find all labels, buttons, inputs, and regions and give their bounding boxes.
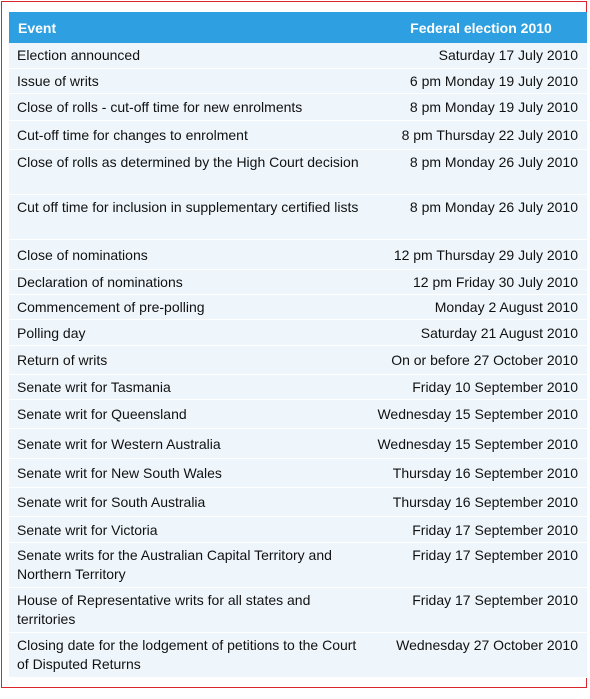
event-cell: Closing date for the lodgement of petitions to the Court of Disputed Returns <box>9 632 364 677</box>
date-cell: 12 pm Friday 30 July 2010 <box>364 269 587 294</box>
table-row <box>9 345 587 374</box>
table-row <box>9 194 587 239</box>
event-cell: Return of writs <box>9 345 364 374</box>
column-header-event: Event <box>9 12 364 43</box>
table-row <box>9 294 587 319</box>
date-cell: Wednesday 27 October 2010 <box>364 632 587 677</box>
table-row <box>9 542 587 587</box>
table-row <box>9 68 587 93</box>
event-cell: Cut off time for inclusion in supplementary certified lists <box>9 194 364 239</box>
date-cell: On or before 27 October 2010 <box>364 345 587 374</box>
date-cell: 8 pm Monday 26 July 2010 <box>364 149 587 194</box>
date-cell: Friday 10 September 2010 <box>364 374 587 399</box>
event-cell: Declaration of nominations <box>9 269 364 294</box>
table-row <box>9 120 587 149</box>
event-cell: Close of rolls as determined by the High Court decision <box>9 149 364 194</box>
event-cell: Cut-off time for changes to enrolment <box>9 120 364 149</box>
event-cell: Polling day <box>9 319 364 345</box>
event-cell: Close of nominations <box>9 239 364 269</box>
event-cell: Senate writ for South Australia <box>9 487 364 516</box>
event-cell: Senate writ for Queensland <box>9 399 364 428</box>
table-row <box>9 239 587 269</box>
date-cell: Thursday 16 September 2010 <box>364 458 587 487</box>
date-cell: 6 pm Monday 19 July 2010 <box>364 68 587 93</box>
date-cell: Friday 17 September 2010 <box>364 516 587 542</box>
table-row <box>9 428 587 458</box>
date-cell: 12 pm Thursday 29 July 2010 <box>364 239 587 269</box>
table-row <box>9 319 587 345</box>
date-cell: Friday 17 September 2010 <box>364 587 587 632</box>
table-row <box>9 43 587 68</box>
table-row <box>9 587 587 632</box>
date-cell: Monday 2 August 2010 <box>364 294 587 319</box>
date-cell: 8 pm Monday 26 July 2010 <box>364 194 587 239</box>
event-cell: Issue of writs <box>9 68 364 93</box>
event-cell: Senate writ for Western Australia <box>9 428 364 458</box>
event-cell: Commencement of pre-polling <box>9 294 364 319</box>
event-cell: Senate writ for New South Wales <box>9 458 364 487</box>
date-cell: Wednesday 15 September 2010 <box>364 399 587 428</box>
election-timetable <box>9 12 587 678</box>
table-header-row <box>9 12 587 43</box>
table-row <box>9 632 587 677</box>
date-cell: Friday 17 September 2010 <box>364 542 587 587</box>
event-cell: Close of rolls - cut-off time for new enrolments <box>9 93 364 120</box>
date-cell: Saturday 21 August 2010 <box>364 319 587 345</box>
event-cell: House of Representative writs for all states and territories <box>9 587 364 632</box>
column-header-federal-election-2010: Federal election 2010 <box>364 12 587 43</box>
date-cell: Saturday 17 July 2010 <box>364 43 587 68</box>
event-cell: Senate writ for Victoria <box>9 516 364 542</box>
date-cell: Wednesday 15 September 2010 <box>364 428 587 458</box>
table-row <box>9 374 587 399</box>
date-cell: Thursday 16 September 2010 <box>364 487 587 516</box>
table-row <box>9 399 587 428</box>
date-cell: 8 pm Thursday 22 July 2010 <box>364 120 587 149</box>
table-row <box>9 269 587 294</box>
event-cell: Election announced <box>9 43 364 68</box>
event-cell: Senate writs for the Australian Capital Territory and Northern Territory <box>9 542 364 587</box>
table-row <box>9 516 587 542</box>
table-row <box>9 93 587 120</box>
table-row <box>9 149 587 194</box>
table-row <box>9 458 587 487</box>
event-cell: Senate writ for Tasmania <box>9 374 364 399</box>
date-cell: 8 pm Monday 19 July 2010 <box>364 93 587 120</box>
table-row <box>9 487 587 516</box>
